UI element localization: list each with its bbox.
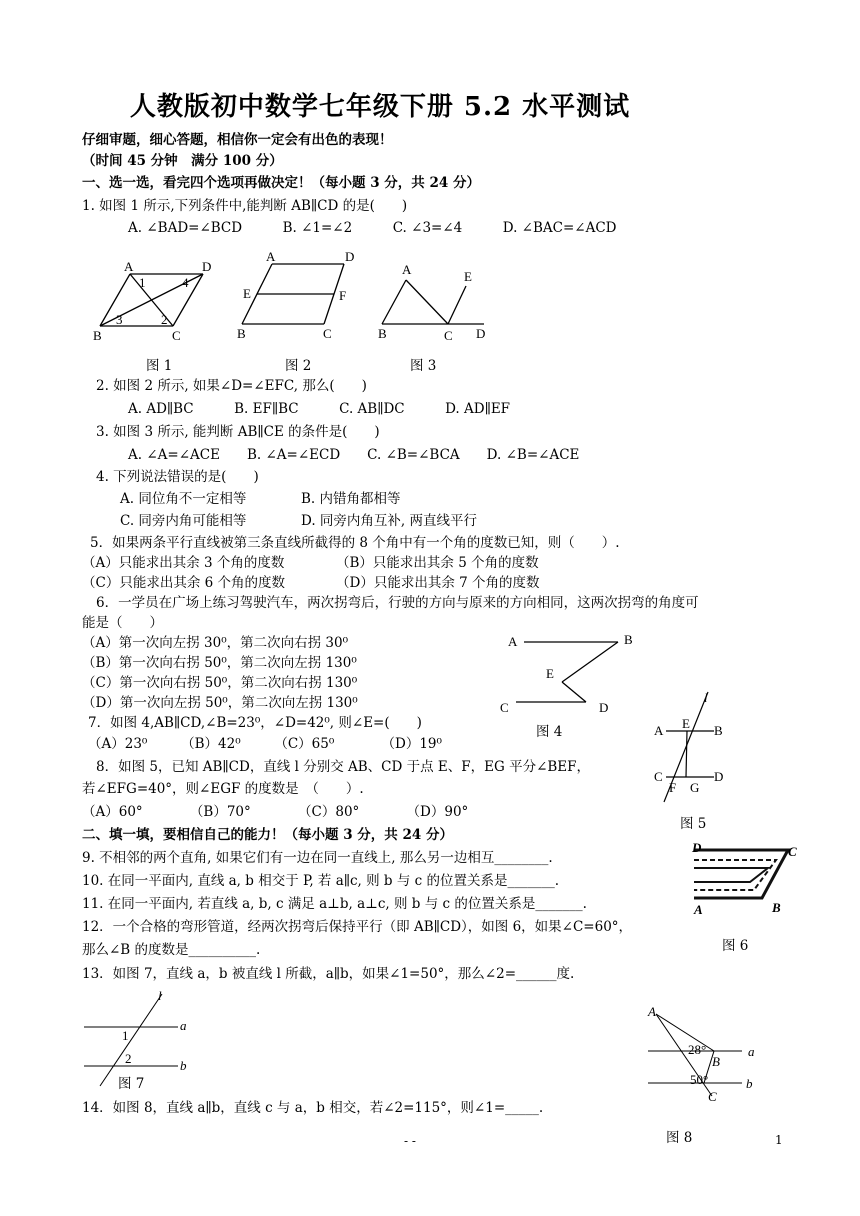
figure-2	[232, 248, 362, 348]
fig6-label-a: A	[694, 902, 703, 917]
figure-3	[374, 258, 494, 348]
fig2-label-a: A	[266, 249, 276, 264]
q9-text: 9. 不相邻的两个直角, 如果它们有一边在同一直线上, 那么另一边相互________.	[82, 850, 553, 866]
fig7-caption: 图 7	[118, 1076, 145, 1092]
q6-option-a: （A）第一次向左拐 30⁰，第二次向右拐 30⁰	[82, 635, 349, 651]
q10-text: 10. 在同一平面内, 直线 a, b 相交于 P, 若 a∥c, 则 b 与 c 的位置关系是_______.	[82, 873, 560, 889]
fig8-label-line-a: a	[748, 1044, 755, 1059]
q5-option-d: （D）只能求出其余 7 个角的度数	[336, 575, 540, 591]
q6-option-c: （C）第一次向右拐 50⁰，第二次向右拐 130⁰	[82, 675, 358, 691]
q3-options: A. ∠A=∠ACE B. ∠A=∠ECD C. ∠B=∠BCA D. ∠B=∠ACE	[128, 447, 580, 463]
page-number: 1	[775, 1133, 783, 1147]
q12-stem-cont: 那么∠B 的度数是__________.	[82, 942, 261, 958]
fig3-label-b: B	[378, 326, 387, 341]
fig8-caption: 图 8	[666, 1130, 693, 1146]
fig1-label-c: C	[172, 328, 181, 343]
fig5-label-c: C	[654, 769, 663, 784]
q7-stem: 7．如图 4,AB∥CD,∠B=23⁰，∠D=42⁰, 则∠E=( )	[88, 715, 422, 731]
fig7-angle-1: 1	[122, 1028, 129, 1043]
figure-4	[500, 628, 650, 720]
q2-options: A. AD∥BC B. EF∥BC C. AB∥DC D. AD∥EF	[128, 401, 511, 417]
fig7-label-l: l	[158, 988, 162, 1003]
fig1-label-d: D	[202, 259, 212, 274]
figure-6-pipe	[688, 838, 810, 922]
q13-text: 13．如图 7，直线 a，b 被直线 l 所截，a∥b，如果∠1=50°，那么∠2=______度.	[82, 966, 575, 982]
fig4-label-c: C	[500, 700, 509, 715]
q5-stem: 5．如果两条平行直线被第三条直线所截得的 8 个角中有一个角的度数已知，则（ ）.	[90, 535, 620, 551]
q14-text: 14．如图 8，直线 a∥b，直线 c 与 a，b 相交，若∠2=115°，则∠1=_____.	[82, 1100, 544, 1116]
fig4-label-d: D	[599, 700, 609, 715]
q7-options: （A）23⁰ （B）42⁰ （C）65⁰ （D）19⁰	[88, 736, 442, 752]
fig5-label-g: G	[690, 780, 700, 795]
q4-option-c: C. 同旁内角可能相等	[120, 513, 247, 529]
figure-8	[644, 1004, 760, 1108]
fig7-label-b: b	[180, 1058, 187, 1073]
fig1-angle-1: 1	[139, 275, 146, 290]
fig1-caption: 图 1	[146, 358, 173, 374]
fig2-label-b: B	[237, 326, 246, 341]
q6-option-d: （D）第一次向左拐 50⁰，第二次向左拐 130⁰	[82, 695, 358, 711]
q5-option-c: （C）只能求出其余 6 个角的度数	[82, 575, 286, 591]
q3-stem: 3. 如图 3 所示, 能判断 AB∥CE 的条件是( )	[96, 424, 380, 440]
fig6-caption: 图 6	[722, 938, 749, 954]
fig7-angle-2: 2	[125, 1051, 132, 1066]
fig2-caption: 图 2	[285, 358, 312, 374]
fig3-label-d: D	[476, 326, 486, 341]
section-1-heading: 一、选一选，看完四个选项再做决定！（每小题 3 分，共 24 分）	[82, 175, 480, 191]
fig5-label-b: B	[714, 723, 723, 738]
q1-options: A. ∠BAD=∠BCD B. ∠1=∠2 C. ∠3=∠4 D. ∠BAC=∠ACD	[128, 220, 617, 236]
fig8-label-c: C	[708, 1089, 717, 1104]
fig2-label-e: E	[243, 286, 251, 301]
fig4-label-b: B	[624, 632, 633, 647]
q1-stem: 1. 如图 1 所示,下列条件中,能判断 AB∥CD 的是( )	[82, 198, 408, 214]
q5-option-a: （A）只能求出其余 3 个角的度数	[82, 555, 285, 571]
q4-stem: 4. 下列说法错误的是( )	[96, 469, 259, 485]
q8-stem-cont: 若∠EFG=40°，则∠EGF 的度数是 （ ）.	[82, 781, 364, 797]
fig4-label-a: A	[508, 634, 518, 649]
fig1-angle-4: 4	[182, 275, 189, 290]
fig4-caption: 图 4	[536, 724, 563, 740]
fig1-angle-3: 3	[116, 312, 123, 327]
fig3-label-a: A	[402, 262, 412, 277]
page-title: 人教版初中数学七年级下册 5.2 水平测试	[129, 92, 631, 122]
fig2-label-c: C	[323, 326, 332, 341]
q12-stem: 12．一个合格的弯形管道，经两次拐弯后保持平行（即 AB∥CD），如图 6，如果∠C=60°，	[82, 919, 633, 935]
fig8-angle-50: 50°	[690, 1072, 709, 1087]
q2-stem: 2. 如图 2 所示, 如果∠D=∠EFC, 那么( )	[96, 378, 367, 394]
q8-options: （A）60° （B）70° （C）80° （D）90°	[82, 804, 469, 820]
fig5-label-a: A	[654, 723, 664, 738]
fig5-label-l: l	[704, 690, 708, 705]
footer-marker: - -	[404, 1134, 416, 1148]
q8-stem: 8．如图 5，已知 AB∥CD，直线 l 分别交 AB、CD 于点 E、F，EG 平分∠BEF，	[96, 759, 591, 775]
fig2-label-f: F	[339, 288, 347, 303]
q4-option-d: D. 同旁内角互补, 两直线平行	[301, 513, 478, 529]
intro-text: 仔细审题，细心答题，相信你一定会有出色的表现！	[82, 132, 393, 148]
q5-option-b: （B）只能求出其余 5 个角的度数	[336, 555, 539, 571]
fig8-angle-28: 28°	[688, 1042, 707, 1057]
fig3-label-e: E	[464, 269, 472, 284]
fig3-caption: 图 3	[410, 358, 437, 374]
fig1-angle-2: 2	[161, 312, 168, 327]
figure-5	[646, 688, 736, 806]
section-2-heading: 二、填一填，要相信自己的能力！（每小题 3 分，共 24 分）	[82, 827, 453, 843]
fig5-label-d: D	[714, 769, 724, 784]
fig8-label-line-b: b	[746, 1076, 753, 1091]
fig1-label-a: A	[124, 259, 134, 274]
fig4-label-e: E	[546, 666, 554, 681]
q6-option-b: （B）第一次向右拐 50⁰，第二次向左拐 130⁰	[82, 655, 357, 671]
fig8-label-b: B	[712, 1054, 720, 1069]
fig8-label-a: A	[648, 1004, 656, 1019]
q6-stem: 6．一学员在广场上练习驾驶汽车，两次拐弯后，行驶的方向与原来的方向相同，这两次拐弯的角度可	[96, 595, 699, 611]
q11-text: 11. 在同一平面内, 若直线 a, b, c 满足 a⊥b, a⊥c, 则 b 与 c 的位置关系是_______.	[82, 896, 587, 912]
fig3-label-c: C	[444, 328, 453, 343]
fig5-label-e: E	[682, 716, 690, 731]
fig2-label-d: D	[345, 249, 355, 264]
time-info: （时间 45 分钟 满分 100 分）	[82, 153, 283, 169]
fig1-label-b: B	[93, 328, 102, 343]
q4-option-b: B. 内错角都相等	[301, 491, 401, 507]
fig7-label-a: a	[180, 1018, 187, 1033]
q6-stem-cont: 能是（ ）	[82, 615, 163, 631]
figure-1	[88, 256, 223, 346]
fig6-label-b: B	[772, 900, 781, 915]
q4-option-a: A. 同位角不一定相等	[120, 491, 247, 507]
fig6-label-c: C	[788, 844, 797, 859]
fig5-label-f: F	[669, 780, 677, 795]
fig6-label-d: D	[692, 840, 702, 855]
fig5-caption: 图 5	[680, 816, 707, 832]
